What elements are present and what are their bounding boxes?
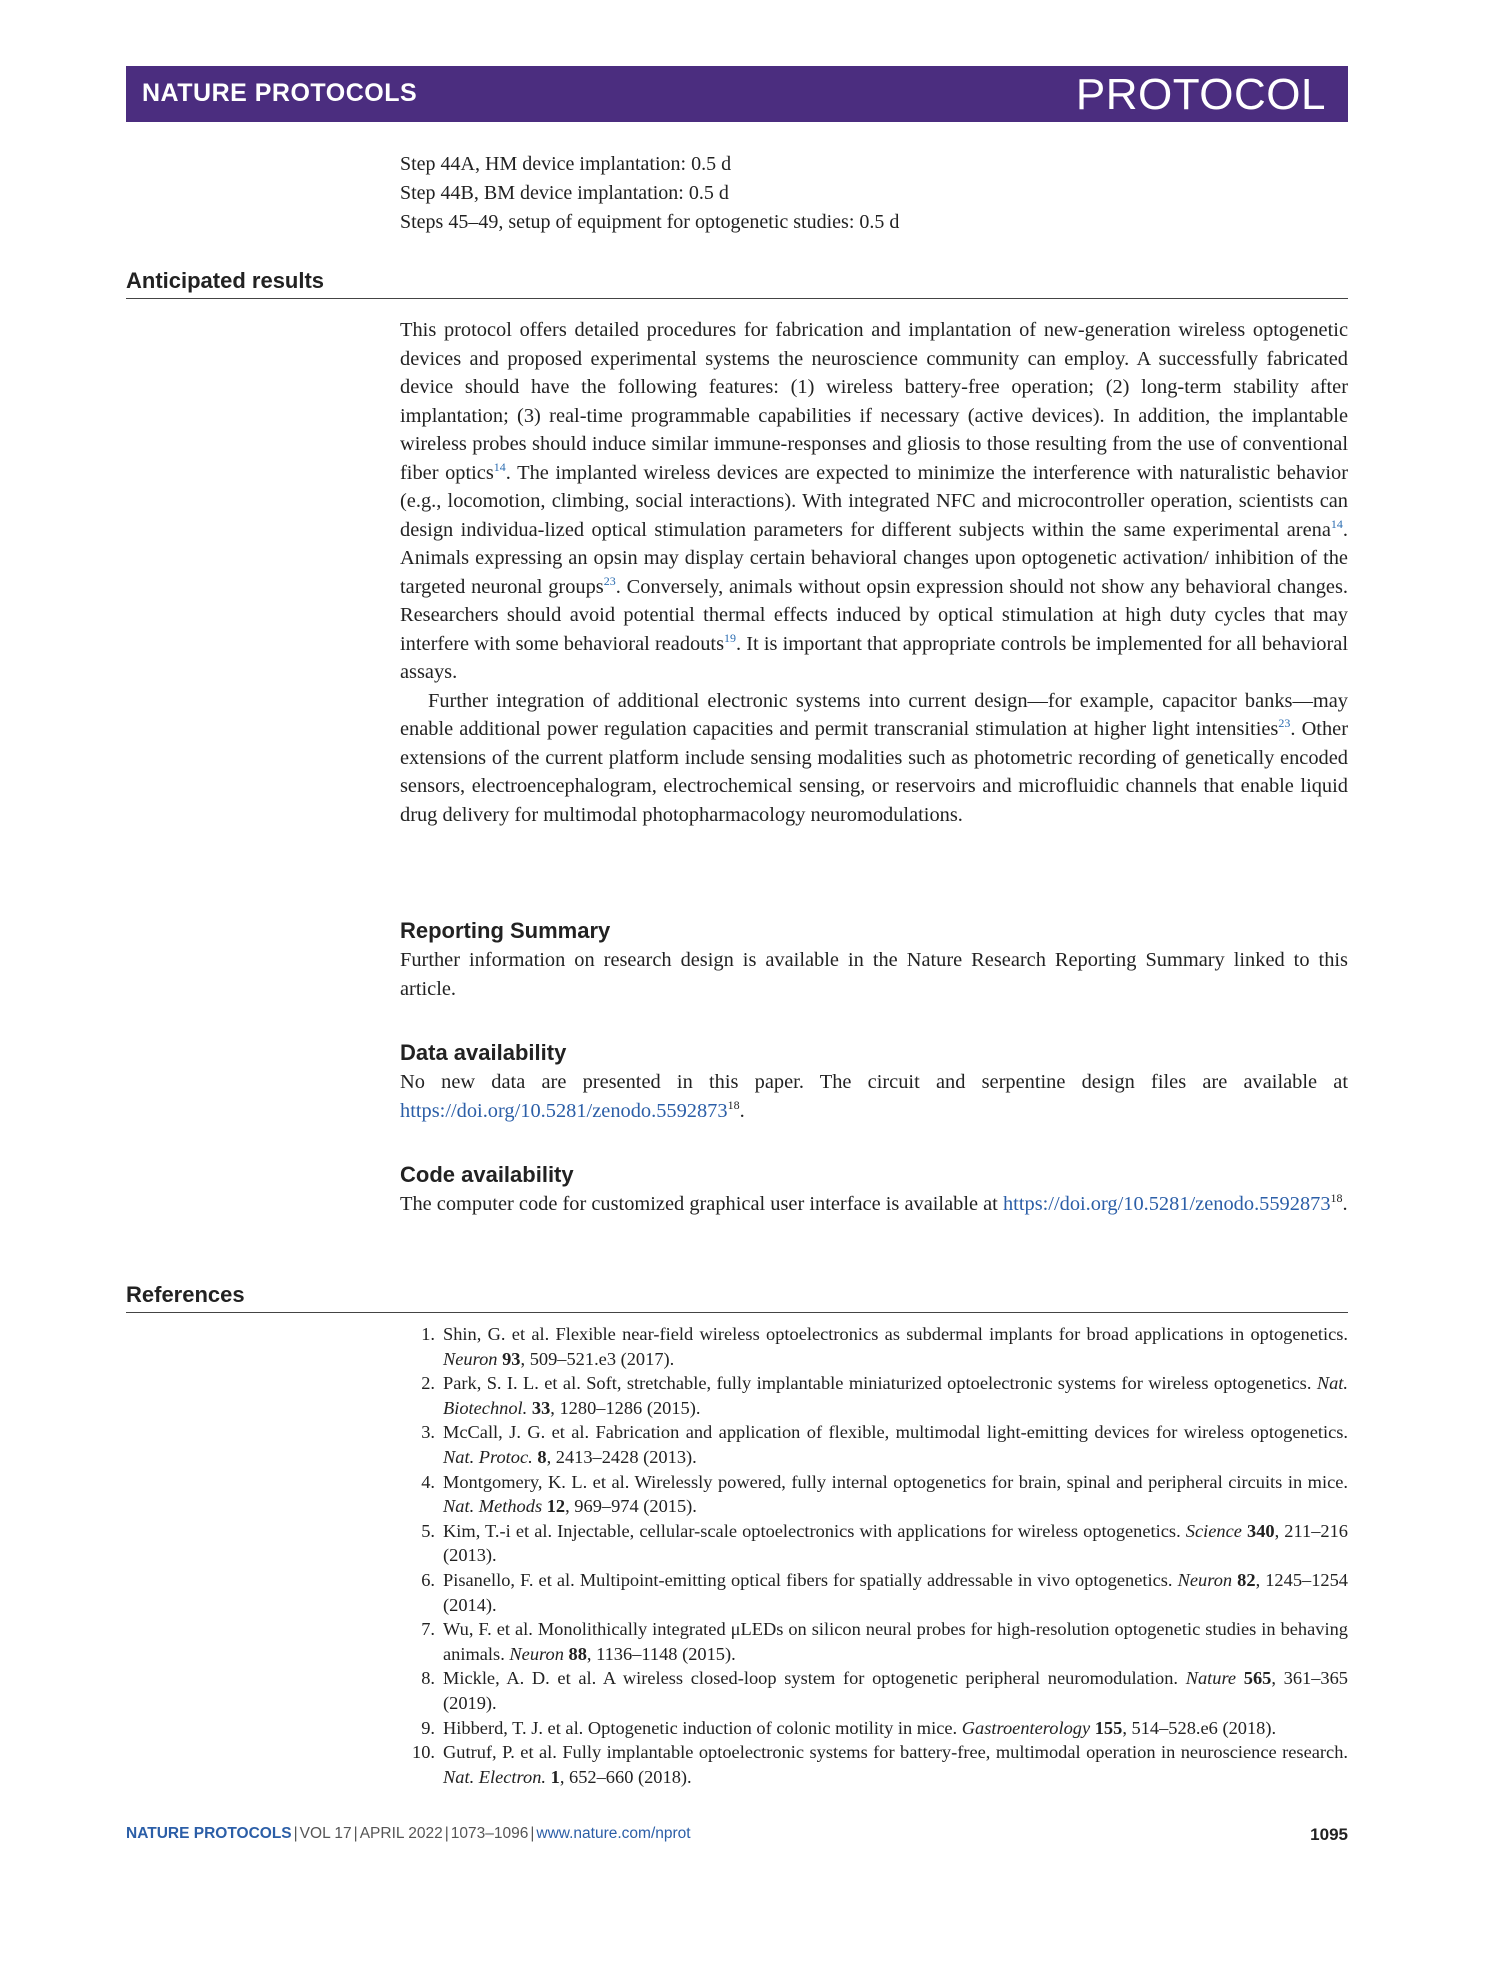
citation-link[interactable]: 19 <box>724 630 737 645</box>
page-footer: NATURE PROTOCOLS | VOL 17 | APRIL 2022 | 1073–1096 | www.nature.com/nprot 1095 <box>126 1825 1348 1844</box>
timing-item: Step 44B, BM device implantation: 0.5 d <box>400 182 729 204</box>
footer-volume: VOL 17 <box>299 1825 352 1842</box>
journal-banner <box>126 66 1348 122</box>
reference-item: 3. McCall, J. G. et al. Fabrication and application of flexible, multimodal light-emitting devices for wireless optogenetics. Nat. Protoc. 8, 2413–2428 (2013). <box>421 1422 1348 1467</box>
data-availability-body: No new data are presented in this paper. The circuit and serpentine design files are available at https://doi.org/10.5281/zenodo.5592873$^{18}$. <box>400 1071 1348 1122</box>
citation-link[interactable]: 14 <box>1330 516 1343 531</box>
code-availability-heading: Code availability <box>400 1162 574 1187</box>
references-heading: References <box>126 1282 1348 1313</box>
citation-link[interactable]: 18 <box>727 1097 740 1112</box>
code-availability-body: The computer code for customized graphical user interface is available at https://doi.org/10.5281/zenodo.5592873$^{18}$. <box>400 1191 1348 1215</box>
reporting-summary-body: Further information on research design is available in the Nature Research Reporting Summary linked to this article. <box>400 949 1348 1000</box>
footer-journal: NATURE PROTOCOLS <box>126 1825 292 1842</box>
reference-item: 10. Gutruf, P. et al. Fully implantable optoelectronic systems for battery-free, multimodal operation in neuroscience research. Nat. Electron. 1, 652–660 (2018). <box>412 1742 1348 1787</box>
reference-item: 7. Wu, F. et al. Monolithically integrated μLEDs on silicon neural probes for high-resolution optogenetic studies in behaving animals. Neuron 88, 1136–1148 (2015). <box>421 1619 1348 1664</box>
citation-link[interactable]: 14 <box>493 459 506 474</box>
article-type: PROTOCOL <box>1075 70 1326 119</box>
footer-url-link[interactable]: www.nature.com/nprot <box>536 1825 691 1842</box>
reference-item: 6. Pisanello, F. et al. Multipoint-emitting optical fibers for spatially addressable in vivo optogenetics. Neuron 82, 1245–1254 (2014). <box>421 1569 1348 1615</box>
paragraph: Further integration of additional electronic systems into current design—for example, capacitor banks—may enable additional power regulation capacities and permit transcranial stimulation at higher light intensities$^{23}$. Other extensions of the current platform include sensing modalities such as photometric recording of genetically encoded sensors, electroencephalogram, electrochemical sensing, or reservoirs and microfluidic channels that enable liquid drug delivery for multimodal photopharmacology neuromodulations. <box>400 689 1348 826</box>
citation-link[interactable]: 23 <box>1278 716 1291 731</box>
reference-item: 2. Park, S. I. L. et al. Soft, stretchable, fully implantable miniaturized optoelectronic systems for wireless optogenetics. Nat. Biotechnol. 33, 1280–1286 (2015). <box>421 1373 1348 1418</box>
reference-item: 4. Montgomery, K. L. et al. Wirelessly powered, fully internal optogenetics for brain, spinal and peripheral circuits in mice. Nat. Methods 12, 969–974 (2015). <box>421 1471 1348 1517</box>
doi-link[interactable]: https://doi.org/10.5281/zenodo.5592873 <box>1002 1193 1331 1215</box>
footer-date: APRIL 2022 <box>359 1825 443 1842</box>
anticipated-results-heading: Anticipated results <box>126 268 1348 299</box>
page-number: 1095 <box>1310 1825 1348 1844</box>
citation-link[interactable]: 18 <box>1330 1191 1343 1206</box>
reference-item: 1. Shin, G. et al. Flexible near-field wireless optoelectronics as subdermal implants for broad applications in optogenetics. Neuron 93, 509–521.e3 (2017). <box>421 1324 1348 1369</box>
timing-list <box>400 150 899 237</box>
anticipated-results-body <box>400 316 1348 829</box>
data-availability-heading: Data availability <box>400 1040 567 1065</box>
paragraph: This protocol offers detailed procedures for fabrication and implantation of new-generation wireless optogenetic devices and proposed experimental systems the neuroscience community can employ. A successfully fabricated device should have the following features: (1) wireless battery-free operation; (2) long-term stability after implantation; (3) real-time programmable capabilities if necessary (active devices). In addition, the implantable wireless probes should induce similar immune-responses and gliosis to those resulting from the use of conventional fiber optics$^{14}$. The implanted wireless devices are expected to minimize the interference with naturalistic behavior (e.g., locomotion, climbing, social interactions). With integrated NFC and microcontroller operation, scientists can design individua-lized optical stimulation parameters for different subjects within the same experimental arena$^{14}$. Animals expressing an opsin may display certain behavioral changes upon optogenetic activation/ inhibition of the targeted neuronal groups$^{23}$. Conversely, animals without opsin expression should not show any behavioral changes. Researchers should avoid potential thermal effects induced by optical stimulation at high duty cycles that may interfere with some behavioral readouts$^{19}$. It is important that appropriate controls be implemented for all behavioral assays. <box>400 319 1349 683</box>
reference-list <box>400 1322 1348 1789</box>
footer-pages: 1073–1096 <box>450 1825 529 1842</box>
reference-item: 8. Mickle, A. D. et al. A wireless closed-loop system for optogenetic peripheral neuromodulation. Nature 565, 361–365 (2019). <box>421 1668 1348 1713</box>
doi-link[interactable]: https://doi.org/10.5281/zenodo.5592873 <box>400 1099 728 1122</box>
reporting-summary-heading: Reporting Summary <box>400 918 611 943</box>
journal-name: NATURE PROTOCOLS <box>142 79 418 107</box>
reference-item: 9. Hibberd, T. J. et al. Optogenetic induction of colonic motility in mice. Gastroenterology 155, 514–528.e6 (2018). <box>421 1717 1277 1738</box>
timing-item: Step 44A, HM device implantation: 0.5 d <box>400 153 732 175</box>
reference-item: 5. Kim, T.-i et al. Injectable, cellular-scale optoelectronics with applications for wireless optogenetics. Science 340, 211–216 (2013). <box>421 1520 1348 1566</box>
timing-item: Steps 45–49, setup of equipment for optogenetic studies: 0.5 d <box>400 211 900 233</box>
citation-link[interactable]: 23 <box>603 573 616 588</box>
